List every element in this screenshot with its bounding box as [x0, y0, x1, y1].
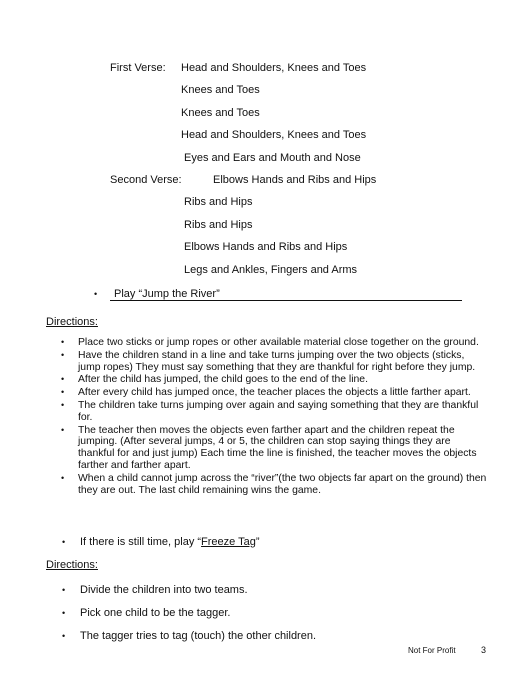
- second-verse-line-2: Ribs and Hips: [184, 196, 253, 208]
- second-verse-line-1: Elbows Hands and Ribs and Hips: [213, 174, 377, 186]
- first-verse-line-1: Head and Shoulders, Knees and Toes: [181, 62, 367, 74]
- freeze-direction-1: Divide the children into two teams.: [80, 584, 248, 596]
- bullet-icon: •: [61, 424, 65, 435]
- bullet-icon: •: [94, 289, 98, 299]
- bullet-icon: •: [61, 387, 65, 398]
- bullet-icon: •: [61, 349, 65, 360]
- second-verse-line-3: Ribs and Hips: [184, 219, 253, 231]
- freeze-direction-2: Pick one child to be the tagger.: [80, 607, 231, 619]
- bullet-icon: •: [61, 337, 65, 347]
- second-verse-line-5: Legs and Ankles, Fingers and Arms: [184, 264, 358, 276]
- directions-heading-2: Directions:: [46, 559, 98, 571]
- bullet-icon: •: [61, 374, 65, 385]
- list-item: • The teacher then moves the objects even farther apart and the children repeat the jumping. (After several jumps, 4 or 5, the children can stop saying things they are thankful for and just jump) Each time the line is finished, the teacher moves the objects farther and farther apart.: [61, 424, 477, 471]
- freeze-tag-line: If there is still time, play “Freeze Tag”: [80, 536, 260, 548]
- list-item: • Have the children stand in a line and take turns jumping over the two objects (sticks, jump ropes) They must say something that they are thankful for right before they jump.: [61, 349, 476, 373]
- bullet-icon: •: [62, 585, 66, 595]
- second-verse-line-4: Elbows Hands and Ribs and Hips: [184, 241, 348, 253]
- footer-text: Not For Profit: [408, 646, 456, 655]
- page-number: 3: [481, 645, 487, 655]
- bullet-icon: •: [61, 399, 65, 410]
- river-directions-list: [59, 337, 489, 497]
- list-item: • After every child has jumped once, the teacher places the objects a little farther apart.: [61, 387, 471, 399]
- list-item: • When a child cannot jump across the “river”(the two objects far apart on the ground) then they are out. The last child remaining wins the game.: [61, 472, 487, 496]
- list-item: • The children take turns jumping over again and saying something that they are thankful for.: [61, 399, 479, 423]
- bullet-icon: •: [62, 537, 66, 547]
- bullet-icon: •: [62, 631, 66, 641]
- first-verse-line-4: Head and Shoulders, Knees and Toes: [181, 129, 367, 141]
- directions-heading: Directions:: [46, 316, 98, 328]
- freeze-direction-3: The tagger tries to tag (touch) the other children.: [80, 630, 317, 642]
- list-item: • Place two sticks or jump ropes or other available material close together on the ground.: [61, 337, 479, 348]
- bullet-icon: •: [61, 472, 65, 483]
- section-divider: [110, 300, 462, 301]
- play-jump-the-river: Play “Jump the River”: [114, 288, 220, 300]
- first-verse-line-3: Knees and Toes: [181, 107, 260, 119]
- second-verse-label: Second Verse:: [110, 174, 182, 186]
- first-verse-line-2: Knees and Toes: [181, 84, 260, 96]
- freeze-tag-name: Freeze Tag: [201, 536, 256, 548]
- first-verse-label: First Verse:: [110, 62, 166, 74]
- bullet-icon: •: [62, 608, 66, 618]
- first-verse-line-5: Eyes and Ears and Mouth and Nose: [184, 152, 361, 164]
- list-item: • After the child has jumped, the child goes to the end of the line.: [61, 374, 368, 386]
